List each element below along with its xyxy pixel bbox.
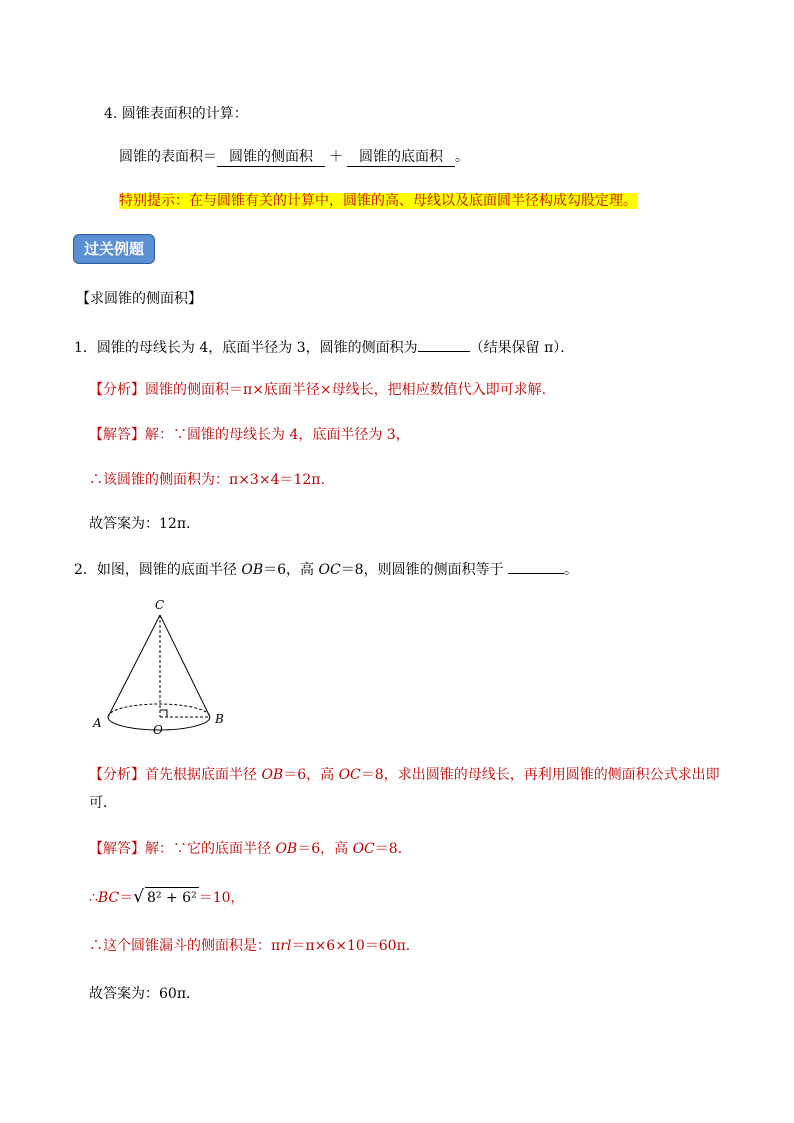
q2-solution-label: 【解答】 xyxy=(89,841,145,857)
cone-right-edge xyxy=(160,615,210,717)
special-tip-text: 特别提示：在与圆锥有关的计算中，圆锥的高、母线以及底面圆半径构成勾股定理。 xyxy=(119,193,637,209)
sqrt-symbol: √ xyxy=(133,887,145,907)
q2-text-4: 。 xyxy=(564,562,579,578)
q2-bc: BC xyxy=(97,890,120,906)
q2-text-1: 2．如图，圆锥的底面半径 xyxy=(74,562,242,578)
q1-answer: 故答案为：12π. xyxy=(89,516,191,532)
label-b: B xyxy=(215,712,224,726)
q1-text-b: （结果保留 π）． xyxy=(469,340,575,356)
q1-stem xyxy=(74,337,574,358)
q1-answer-blank xyxy=(418,337,470,352)
blank-base-area: 圆锥的底面积 xyxy=(347,148,455,167)
section-tag: 过关例题 xyxy=(73,234,155,264)
q1-step: ∴该圆锥的侧面积为：π×3×4＝12π. xyxy=(89,472,325,488)
q1-solution-text: 解：∵圆锥的母线长为 4，底面半径为 3， xyxy=(145,427,410,443)
q2-analysis-cont: 可． xyxy=(89,795,117,811)
q1-analysis-label: 【分析】 xyxy=(89,382,145,398)
q2-analysis-ob: OB xyxy=(261,767,284,783)
label-o: O xyxy=(153,723,163,737)
cone-base-back xyxy=(108,704,210,717)
q1-analysis-text: 圆锥的侧面积＝π×底面半径×母线长，把相应数值代入即可求解. xyxy=(145,382,547,398)
special-tip xyxy=(119,191,637,211)
q1-solution xyxy=(89,425,410,445)
q2-text-3: ＝8，则圆锥的侧面积等于 xyxy=(340,562,509,578)
q2-stem xyxy=(74,559,578,580)
q2-answer: 故答案为：60π. xyxy=(89,986,191,1002)
topic-title: 【求圆锥的侧面积】 xyxy=(76,291,202,307)
cone-figure xyxy=(88,595,238,740)
section4-heading: 4. 圆锥表面积的计算： xyxy=(104,106,248,122)
q2-lateral-2: ＝π×6×10＝60π. xyxy=(291,938,411,954)
q2-solution-2: ＝6，高 xyxy=(297,841,353,857)
q2-analysis-2: ＝6，高 xyxy=(283,767,339,783)
q2-analysis-oc: OC xyxy=(338,767,361,783)
q1-solution-label: 【解答】 xyxy=(89,427,145,443)
q2-bc-step xyxy=(89,887,245,908)
formula-prefix: 圆锥的表面积＝ xyxy=(119,149,217,165)
q1-text-a: 1．圆锥的母线长为 4，底面半径为 3，圆锥的侧面积为 xyxy=(74,340,418,356)
surface-area-formula xyxy=(119,147,469,167)
q2-lateral-1: ∴这个圆锥漏斗的侧面积是：π xyxy=(89,938,281,954)
q2-oc: OC xyxy=(318,562,341,578)
q2-solution-1: 解：∵它的底面半径 xyxy=(145,841,276,857)
plus-sign: ＋ xyxy=(329,149,343,165)
q2-analysis-label: 【分析】 xyxy=(89,767,145,783)
q2-text-2: ＝6，高 xyxy=(263,562,319,578)
blank-lateral-area: 圆锥的侧面积 xyxy=(217,148,325,167)
q2-rl: rl xyxy=(280,938,292,954)
q2-solution-3: ＝8． xyxy=(374,841,412,857)
right-angle-mark xyxy=(160,710,167,717)
label-a: A xyxy=(93,716,102,730)
q2-solution-oc: OC xyxy=(352,841,375,857)
q2-bc-eq: ＝ xyxy=(119,890,134,906)
q2-solution-ob: OB xyxy=(275,841,298,857)
q2-therefore: ∴ xyxy=(89,890,98,906)
cone-left-edge xyxy=(108,615,160,717)
q2-analysis-1: 首先根据底面半径 xyxy=(145,767,262,783)
q2-analysis xyxy=(89,765,720,785)
q1-analysis xyxy=(89,380,546,400)
q2-solution xyxy=(89,839,412,859)
q2-answer-blank xyxy=(508,559,564,574)
sqrt-radicand: 8² + 6² xyxy=(145,887,199,908)
q2-ob: OB xyxy=(241,562,264,578)
label-c: C xyxy=(155,598,165,612)
formula-end: 。 xyxy=(455,149,469,165)
q2-bc-post: ＝10， xyxy=(198,890,245,906)
q2-analysis-3: ＝8，求出圆锥的母线长，再利用圆锥的侧面积公式求出即 xyxy=(360,767,720,783)
q2-lateral-step xyxy=(89,936,410,956)
